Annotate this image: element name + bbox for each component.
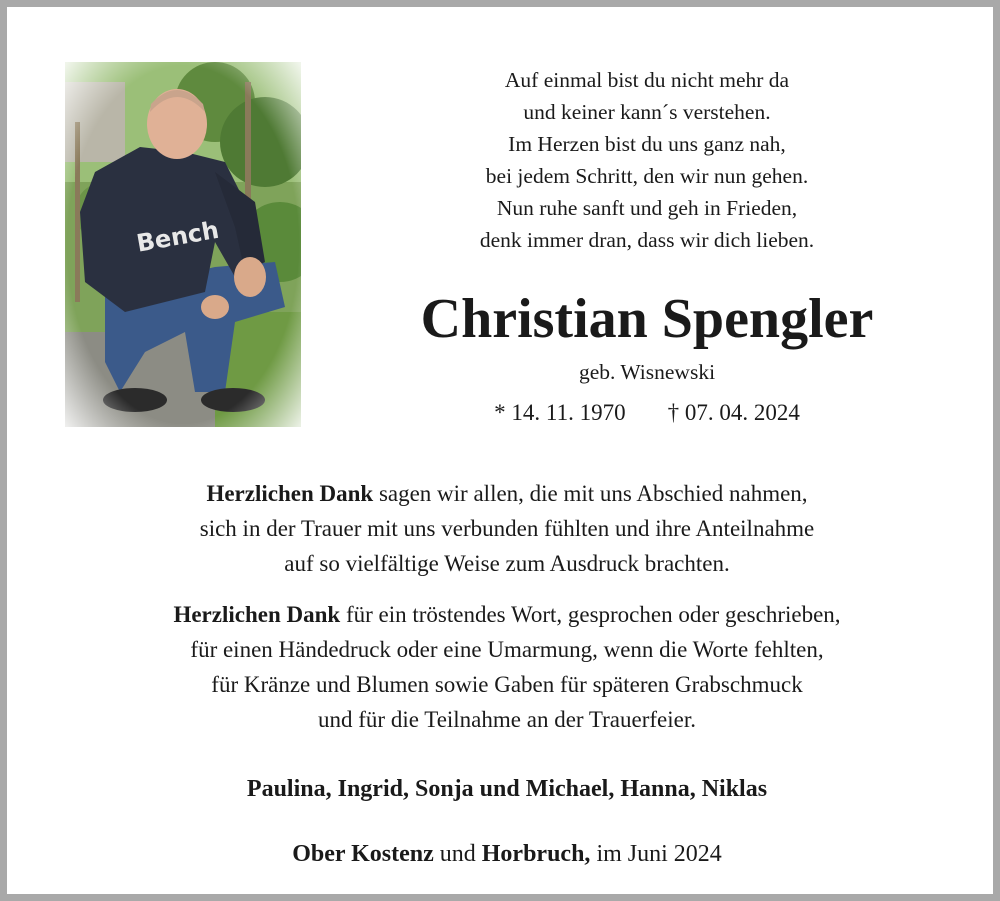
poem-line: Nun ruhe sanft und geh in Frieden, bbox=[496, 196, 798, 220]
text-line bbox=[27, 476, 987, 511]
family-names: Paulina, Ingrid, Sonja und Michael, Hanna, Niklas bbox=[246, 776, 768, 802]
thanks-lead: Herzlichen Dank bbox=[173, 602, 341, 627]
text-line: für Kränze und Blumen sowie Gaben für späteren Grabschmuck bbox=[211, 672, 803, 697]
poem-line: bei jedem Schritt, den wir nun gehen. bbox=[485, 164, 809, 188]
thanks-lead: Herzlichen Dank bbox=[206, 481, 374, 506]
death-date: † 07. 04. 2024 bbox=[667, 400, 800, 425]
poem bbox=[377, 64, 917, 256]
poem-line: und keiner kann´s verstehen. bbox=[523, 100, 771, 124]
text-span: und bbox=[433, 841, 482, 867]
deceased-name: Christian Spengler bbox=[420, 288, 874, 350]
portrait-photo bbox=[65, 62, 301, 427]
poem-line: Im Herzen bist du uns ganz nah, bbox=[508, 132, 786, 156]
birth-name: geb. Wisnewski bbox=[578, 360, 716, 384]
town-name: Horbruch, bbox=[481, 841, 591, 867]
town-name: Ober Kostenz bbox=[292, 841, 434, 867]
text-line: sich in der Trauer mit uns verbunden fühlten und ihre Anteilnahme bbox=[199, 516, 815, 541]
thanks-paragraph-2 bbox=[27, 597, 987, 737]
birth-date: * 14. 11. 1970 bbox=[494, 400, 626, 425]
text-line: und für die Teilnahme an der Trauerfeier. bbox=[318, 707, 696, 732]
text-span: für ein tröstendes Wort, gesprochen oder geschrieben, bbox=[340, 602, 841, 627]
text-line: für einen Händedruck oder eine Umarmung, wenn die Worte fehlten, bbox=[190, 637, 824, 662]
thanks-paragraph-1 bbox=[27, 476, 987, 581]
text-line: auf so vielfältige Weise zum Ausdruck brachten. bbox=[284, 551, 730, 576]
place-and-date bbox=[27, 837, 987, 871]
text-span: sagen wir allen, die mit uns Abschied nahmen, bbox=[373, 481, 808, 506]
poem-line: denk immer dran, dass wir dich lieben. bbox=[479, 228, 815, 252]
date-text: im Juni 2024 bbox=[590, 841, 722, 867]
text-line bbox=[27, 597, 987, 632]
poem-line: Auf einmal bist du nicht mehr da bbox=[504, 68, 790, 92]
life-dates bbox=[447, 397, 847, 429]
